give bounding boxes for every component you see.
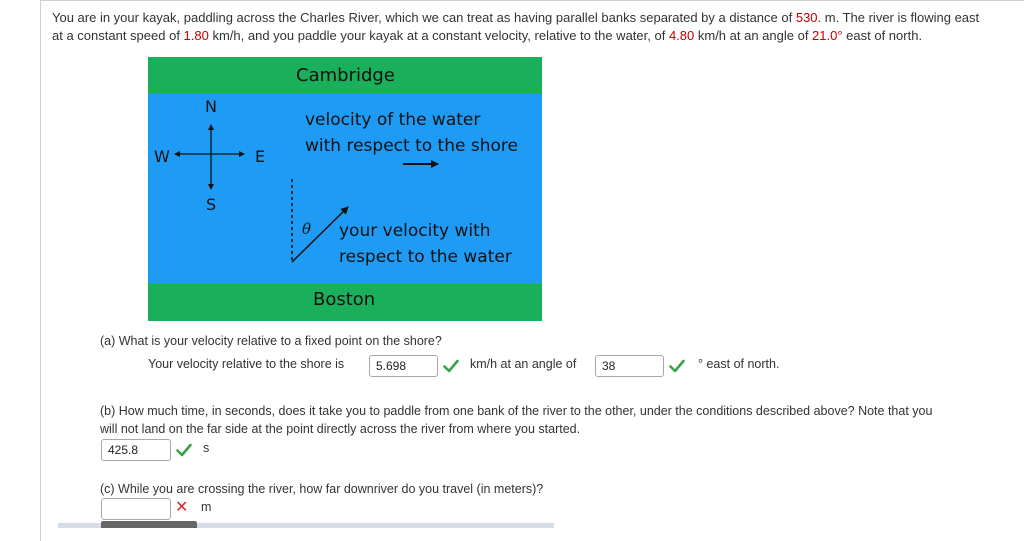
kayak-velocity-label-line: respect to the water <box>339 247 512 267</box>
problem-text: at a constant speed of <box>52 28 184 43</box>
kayak-speed-value: 4.80 <box>668 28 695 43</box>
theta-angle-label: θ <box>302 220 312 238</box>
part-c-question: (c) While you are crossing the river, how far downriver do you travel (in meters)? <box>100 482 544 496</box>
problem-statement <box>52 9 1024 45</box>
river-speed-value: 1.80 <box>183 28 209 43</box>
cambridge-label: Cambridge <box>296 65 395 86</box>
problem-line-1 <box>52 9 1024 27</box>
check-icon <box>669 359 685 373</box>
part-b-question <box>100 402 1020 438</box>
check-icon <box>443 359 459 373</box>
part-a-middle-text: km/h at an angle of <box>470 357 577 371</box>
part-a-speed-input[interactable]: 5.698 <box>369 355 438 377</box>
compass-rose <box>175 125 244 189</box>
problem-line-2 <box>52 27 1024 45</box>
cross-icon: ✕ <box>175 499 189 516</box>
part-c-unit: m <box>201 500 212 514</box>
compass-s-label: S <box>206 195 217 214</box>
problem-text: m. The river is flowing east <box>821 10 980 25</box>
angle-value: 21.0° <box>812 28 843 43</box>
compass-n-label: N <box>205 97 217 116</box>
compass-w-label: W <box>154 147 170 166</box>
part-b-question-line: will not land on the far side at the point directly across the river from where you started. <box>100 422 581 436</box>
water-velocity-label-line: with respect to the shore <box>305 136 518 156</box>
problem-text: east of north. <box>842 28 923 43</box>
kayak-velocity-label-line: your velocity with <box>339 221 491 241</box>
river-diagram <box>148 57 542 321</box>
part-a-prefix: Your velocity relative to the shore is <box>148 357 345 371</box>
enter-number-tab[interactable] <box>101 521 197 528</box>
boston-label: Boston <box>313 289 376 310</box>
part-b-time-input[interactable]: 425.8 <box>101 439 171 461</box>
part-a-suffix: ° east of north. <box>698 357 780 371</box>
water-velocity-label <box>305 107 518 159</box>
distance-value: 530. <box>795 10 822 25</box>
part-a-angle-input[interactable]: 38 <box>595 355 664 377</box>
compass-e-label: E <box>255 147 266 166</box>
part-a-question: (a) What is your velocity relative to a fixed point on the shore? <box>100 334 442 348</box>
problem-text: km/h, and you paddle your kayak at a constant velocity, relative to the water, of <box>208 28 669 43</box>
kayak-velocity-label <box>339 218 512 270</box>
problem-text: You are in your kayak, paddling across the Charles River, which we can treat as having parallel banks separated by a distance of <box>52 10 796 25</box>
water-velocity-label-line: velocity of the water <box>305 110 481 130</box>
check-icon <box>176 443 192 457</box>
part-c-distance-input[interactable] <box>101 498 171 520</box>
part-b-unit: s <box>203 441 210 455</box>
problem-text: km/h at an angle of <box>694 28 813 43</box>
part-b-question-line: (b) How much time, in seconds, does it take you to paddle from one bank of the river to the other, under the conditions described above? Note that you <box>100 404 933 418</box>
